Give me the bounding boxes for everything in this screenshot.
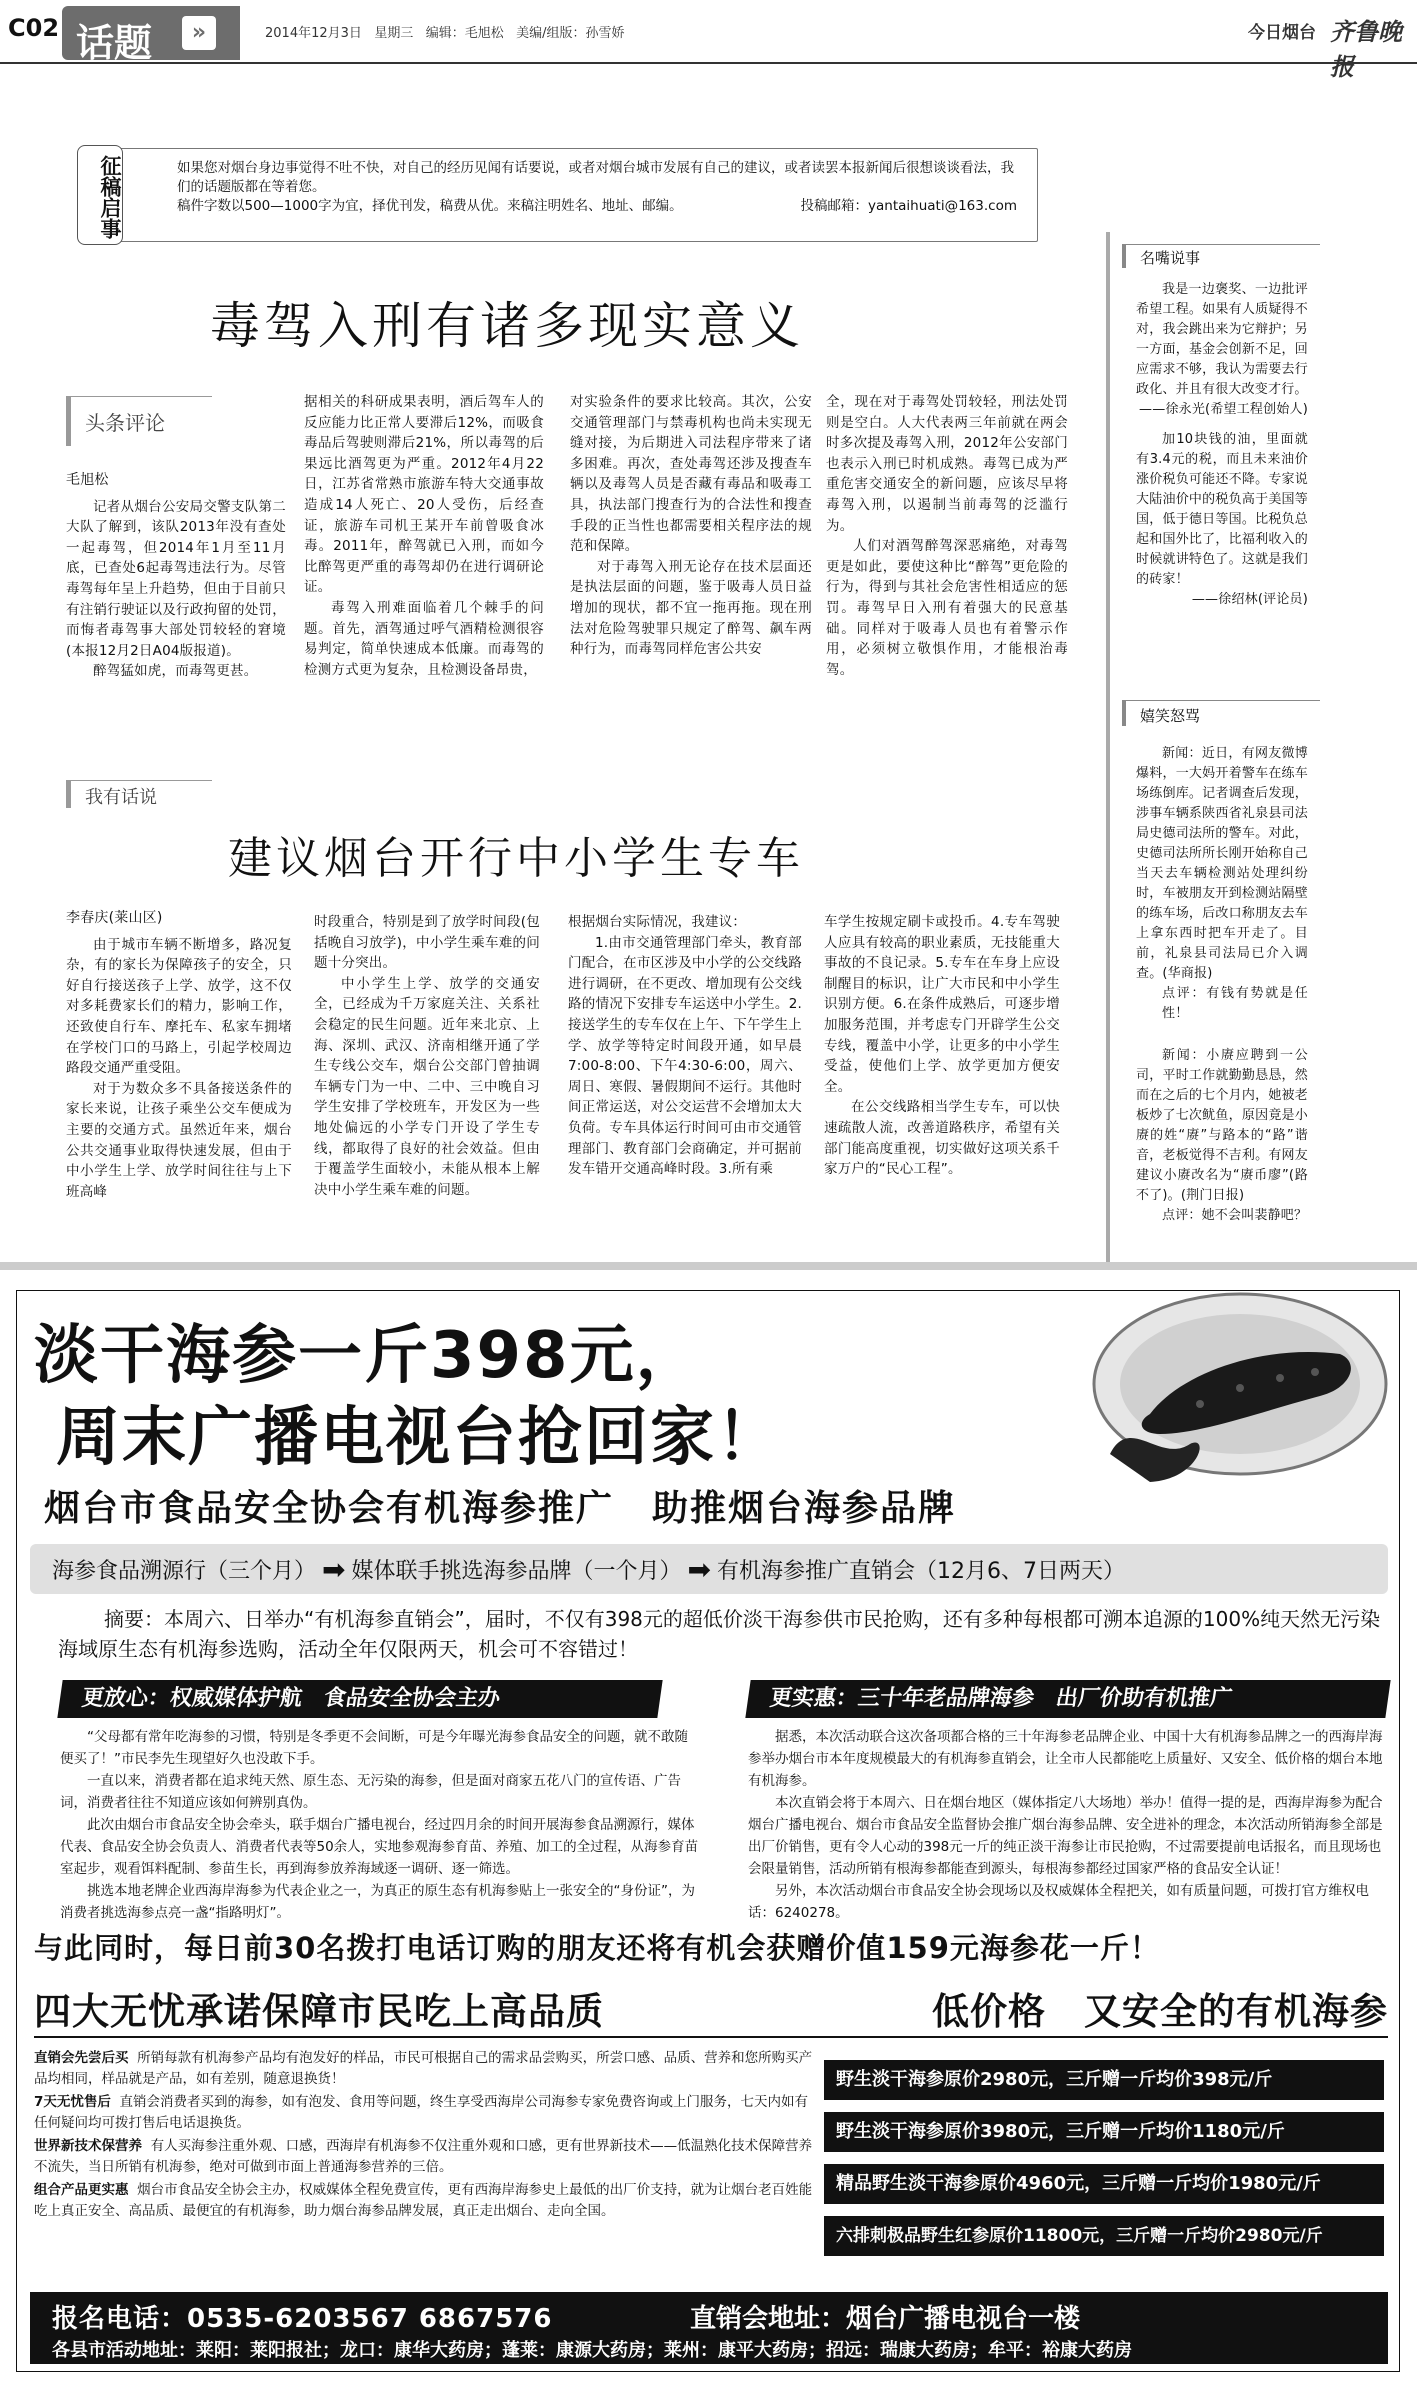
ad-right-title: 更实惠：三十年老品牌海参 出厂价助有机推广 bbox=[745, 1680, 1390, 1718]
call-text: 如果您对烟台身边事觉得不吐不快，对自己的经历见闻有话要说，或者对烟台城市发展有自己的建议，或者读罢本报新闻后很想谈谈看法，我们的话题版都在等着您。 稿件字数以500—1000字为宜，择优刊发，稿费从优。来稿注明姓名、地址、邮编。 投稿邮箱：yantaihuati@163.com bbox=[177, 160, 1017, 214]
sea-cucumber-image bbox=[1090, 1284, 1390, 1484]
page-header bbox=[0, 0, 1417, 81]
article1-title: 毒驾入刑有诸多现实意义 bbox=[210, 297, 804, 355]
ad-headline-1: 淡干海参一斤398元， bbox=[34, 1319, 702, 1393]
ad-venue: 直销会地址：烟台广播电视台一楼 bbox=[690, 2304, 1081, 2334]
article2-author: 李春庆(莱山区) bbox=[66, 910, 163, 926]
article1-col4: 全，现在对于毒驾处罚较轻，刑法处罚则是空白。人大代表两三年前就在两会时多次提及毒驾入刑，2012年公安部门也表示入刑已时机成熟。毒驾已成为严重危害交通安全的新问题，应该尽早将毒驾入刑，以遏制当前毒驾的泛滥行为。 人们对酒驾醉驾深恶痛绝，对毒驾更是如此，要使这种比“醉驾”更危险的行为，得到与其社会危害性相适应的惩罚。毒驾早日入刑有着强大的民意基础。同样对于吸毒人员也有着警示作用，必须树立敬惧作用，才能根治毒驾。 bbox=[826, 394, 1068, 678]
sea-cucumber-ad bbox=[0, 1290, 1417, 2383]
call-box bbox=[78, 148, 1038, 242]
price-row: 精品野生淡干海参原价4960元，三斤赠一斤均价1980元/斤 bbox=[824, 2164, 1384, 2204]
section-title: 话题 bbox=[76, 21, 153, 65]
article1-col1: 毛旭松 记者从烟台公安局交警支队第二大队了解到，该队2013年没有查处一起毒驾，但2014年1月至11月底，已查处6起毒驾违法行为。尽管毒驾每年呈上升趋势，但由于目前只有注销行驶证以及行政拘留的处罚，而悔者毒驾事大部处罚较轻的窘境(本报12月2日A04版报道)。 醉驾猛如虎，而毒驾更甚。 bbox=[66, 472, 286, 680]
ad-subtitle: 烟台市食品安全协会有机海参推广 助推烟台海参品牌 bbox=[44, 1488, 957, 1529]
page-number: C02 bbox=[8, 14, 60, 42]
price-row: 野生淡干海参原价3980元，三斤赠一斤均价1180元/斤 bbox=[824, 2112, 1384, 2152]
ad-summary: 摘要：本周六、日举办“有机海参直销会”，届时，不仅有398元的超低价淡干海参供市民抢购，还有多种每根都可溯本追源的100%纯天然无污染海域原生态有机海参选购，活动全年仅限两天，机会可不容错过！ bbox=[58, 1607, 1381, 1661]
promise-item: 直销会先尝后买 所销每款有机海参产品均有泡发好的样品，市民可根据自己的需求品尝购买，所尝口感、品质、营养和您所购买产品均相同，样品就是产品，如有差别，随意退换货！ bbox=[34, 2050, 813, 2087]
sidebar-box2: 新闻：近日，有网友微博爆料，一大妈开着警车在练车场练倒库。记者调查后发现，涉事车辆系陕西省礼泉县司法局史德司法所的警车。对此，史德司法所所长刚开始称自己当天去车辆检测站处理纠纷时，车被朋友开到检测站隔壁的练车场，后改口称朋友去车上拿东西时把车开走了。目前，礼泉县司法局已介入调查。(华商报) 点评：有钱有势就是任性！ 新闻：小赓应聘到一公司，平时工作就勤勤恳恳，然而在之后的七个月内，她被老板炒了七次鱿鱼，原因竟是小赓的姓“赓”与路本的“路”谐音，老板觉得不吉利。有网友建议小赓改名为“赓币廖”(路不了)。(荆门日报) 点评：她不会叫裴静吧？ bbox=[1136, 746, 1308, 1223]
article2-col3: 根据烟台实际情况，我建议： 1.由市交通管理部门牵头，教育部门配合，在市区涉及中小学的公交线路进行调研，在不更改、增加现有公交线路的情况下安排专车运送中小学生。2.接送学生的专车仅在上午、下午学生上学、放学等特定时间段开通，如早晨7:00-8:00、下午4:30-6:00，周六、周日、寒假、暑假期间不运行。其他时间正常运送，对公交运营不会增加太大负荷。专车具体运行时间可由市交通管理部门、教育部门会商确定，并可据前发车错开交通高峰时段。3.所有乘 bbox=[568, 914, 802, 1178]
brand-logo: 齐鲁晚报 bbox=[1330, 17, 1402, 81]
price-list bbox=[824, 2060, 1384, 2268]
ad-banner: 四大无忧承诺保障市民吃上高品质 低价格 又安全的有机海参 bbox=[34, 1980, 1388, 2038]
double-chevron-icon: » bbox=[182, 16, 216, 50]
ad-headline-2: 周末广播电视台抢回家！ bbox=[56, 1401, 782, 1475]
ad-promo: 与此同时，每日前30名拨打电话订购的朋友还将有机会获赠价值159元海参花一斤！ bbox=[34, 1931, 1160, 1965]
ad-phone: 报名电话：0535-6203567 6867576 bbox=[52, 2304, 553, 2334]
article1-col2: 据相关的科研成果表明，酒后驾车人的反应能力比正常人要滞后12%，而吸食毒品后驾驶则滞后21%，所以毒驾的后果远比酒驾更为严重。2012年4月22日，江苏省常熟市旅游车特大交通事故造成14人死亡、20人受伤，后经查证，旅游车司机王某开车前曾吸食冰毒。2011年，醉驾就已入刑，而如今比醉驾更严重的毒驾却仍在进行调研论证。 毒驾入刑难面临着几个棘手的问题。首先，酒驾通过呼气酒精检测很容易判定，简单快速成本低廉。而毒驾的检测方式更为复杂，且检测设备昂贵， bbox=[304, 394, 544, 678]
call-email: 投稿邮箱：yantaihuati@163.com bbox=[800, 198, 1017, 214]
ad-left-text: “父母都有常年吃海参的习惯，特别是冬季更不会间断，可是今年曝光海参食品安全的问题，就不敢随便买了！”市民李先生现望好久也没敢下手。 一直以来，消费者都在追求纯天然、原生态、无污染的海参，但是面对商家五花八门的宣传语、广告词，消费者往往不知道应该如何辨别真伪。 此次由烟台市食品安全协会牵头，联手烟台广播电视台，经过四月余的时间开展海参食品溯源行，媒体代表、食品安全协会负责人、消费者代表等50余人，实地参观海参育苗、养殖、加工的全过程，从海参育苗室起步，观看饵料配制、参苗生长，再到海参放养海域逐一调研、逐一筛选。 挑选本地老牌企业西海岸海参为代表企业之一，为真正的原生态有机海参贴上一张安全的“身份证”，为消费者挑选海参点亮一盏“指路明灯”。 bbox=[60, 1729, 699, 1921]
price-row: 六排刺极品野生红参原价11800元，三斤赠一斤均价2980元/斤 bbox=[824, 2216, 1384, 2256]
ad-promises bbox=[34, 2048, 814, 2222]
article2-col4: 车学生按规定刷卡或投币。4.专车驾驶人应具有较高的职业素质，无技能重大事故的不良记录。5.专车在车身上应设制醒目的标识，让广大市民和中小学生识别方便。6.在条件成熟后，可逐步增加服务范围，并考虑专门开辟学生公交专线，覆盖中小学，让更多的中小学生受益，使他们上学、放学更加方便安全。 在公交线路相当学生专车，可以快速疏散人流，改善道路秩序，希望有关部门能高度重视，切实做好这项关系千家万户的“民心工程”。 bbox=[824, 914, 1060, 1178]
arrow-right-icon: ➡ bbox=[687, 1552, 711, 1586]
section-right: 今日烟台 bbox=[1248, 23, 1316, 43]
promise-item: 7天无忧售后 直销会消费者买到的海参，如有泡发、食用等问题，终生享受西海岸公司海参专家免费咨询或上门服务，七天内如有任何疑问均可拨打售后电话退换货。 bbox=[34, 2094, 808, 2131]
sidebar-divider bbox=[1106, 232, 1110, 1264]
article2-col1: 李春庆(莱山区) 由于城市车辆不断增多，路况复杂，有的家长为保障孩子的安全，只好自行接送孩子上学、放学，这不仅对多耗费家长们的精力，影响工作，还致使自行车、摩托车、私家车拥堵在学校门口的马路上，引起学校周边路段交通严重受阻。 对于为数众多不具备接送条件的家长来说，让孩子乘坐公交车便成为主要的交通方式。虽然近年来，烟台公共交通事业取得快速发展，但由于中小学生上学、放学时间往往与上下班高峰 bbox=[66, 910, 292, 1200]
article1-col3: 对实验条件的要求比较高。其次，公安交通管理部门与禁毒机构也尚未实现无缝对接，为后期进入司法程序带来了诸多困难。再次，查处毒驾还涉及搜查车辆以及毒驾人员是否藏有毒品和吸毒工具，执法部门搜查行为的合法性和搜查手段的正当性也都需要相关程序法的规范和保障。 对于毒驾入刑无论存在技术层面还是执法层面的问题，鉴于吸毒人员日益增加的现状，都不宜一拖再拖。现在刑法对危险驾驶罪只规定了醉驾、飙车两种行为，而毒驾同样危害公共安 bbox=[570, 394, 812, 658]
sidebar-box1: 我是一边褒奖、一边批评希望工程。如果有人质疑得不对，我会跳出来为它辩护；另一方面，基金会创新不足，回应需求不够，我认为需要去行政化、并且有很大改变才行。 ——徐永光(希望工程创始人) 加10块钱的油，里面就有3.4元的税，而且未来油价涨价税负可能还不降。专家说大陆油价中的税负高于美国等国，低于德日等国。比税负总起和国外比了，比福利收入的时候就讲特色了。这就是我们的砖家！ ——徐绍林(评论员) bbox=[1136, 282, 1308, 607]
ad-footer bbox=[30, 2292, 1388, 2364]
header-meta: 2014年12月3日 星期三 编辑：毛旭松 美编/组版：孙雪娇 bbox=[265, 26, 625, 41]
article2-title: 建议烟台开行中小学生专车 bbox=[228, 833, 804, 884]
call-tag: 征稿启事 bbox=[77, 145, 123, 245]
promise-item: 世界新技术保营养 有人买海参注重外观、口感，西海岸有机海参不仅注重外观和口感，更有世界新技术——低温熟化技术保障营养不流失，当日所销有机海参，绝对可做到市面上普通海参营养的三倍。 bbox=[34, 2138, 813, 2175]
section-tab bbox=[62, 6, 240, 65]
ad-left-title: 更放心：权威媒体护航 食品安全协会主办 bbox=[57, 1680, 662, 1718]
article1-kicker: 头条评论 bbox=[66, 396, 212, 446]
arrow-right-icon: ➡ bbox=[322, 1552, 346, 1586]
article2-col2: 时段重合，特别是到了放学时间段(包括晚自习放学)，中小学生乘车难的问题十分突出。 中小学生上学、放学的交通安全，已经成为千万家庭关注、关系社会稳定的民生问题。近年来北京、上海、深圳、武汉、济南相继开通了学生专线公交车，烟台公交部门曾抽调车辆专门为一中、二中、三中晚自习学生安排了学校班车，开发区为一些地处偏远的小学专门开设了学生专线，都取得了良好的社会效益。但由于覆盖学生面较小，未能从根本上解决中小学生乘车难的问题。 bbox=[314, 914, 540, 1198]
price-row: 野生淡干海参原价2980元，三斤赠一斤均价398元/斤 bbox=[824, 2060, 1384, 2100]
ad-branches: 各县市活动地址：莱阳：莱阳报社；龙口：康华大药房；蓬莱：康源大药房；莱州：康平大药房；招远：瑞康大药房；牟平：裕康大药房 bbox=[52, 2340, 1132, 2361]
promise-item: 组合产品更实惠 烟台市食品安全协会主办，权威媒体全程免费宣传，更有西海岸海参史上最低的出厂价支持，就为让烟台老百姓能吃上真正安全、高品质、最便宜的有机海参，助力烟台海参品牌发展，真正走出烟台、走向全国。 bbox=[34, 2182, 813, 2219]
sidebar-box1-title: 名嘴说事 bbox=[1122, 244, 1320, 268]
sidebar-box2-title: 嬉笑怒骂 bbox=[1122, 700, 1320, 726]
ad-flow: 海参食品溯源行（三个月） ➡ 媒体联手挑选海参品牌（一个月） ➡ 有机海参推广直销会（12月6、7日两天） bbox=[30, 1544, 1388, 1594]
ad-right-text: 据悉，本次活动联合这次备项都合格的三十年海参老品牌企业、中国十大有机海参品牌之一的西海岸海参举办烟台市本年度规模最大的有机海参直销会，让全市人民都能吃上质量好、又安全、低价格的烟台本地有机海参。 本次直销会将于本周六、日在烟台地区（媒体指定八大场地）举办！值得一提的是，西海岸海参为配合烟台广播电视台、烟台市食品安全监督协会推广烟台海参品牌、安全进补的理念，本次活动所销海参全部是出厂价销售，更有令人心动的398元一斤的纯正淡干海参让市民抢购，不过需要提前电话报名，而且现场也会限量销售，活动所销有根海参都能查到源头，每根海参都经过国家严格的食品安全认证！ 另外，本次活动烟台市食品安全协会现场以及权威媒体全程把关，如有质量问题，可拨打官方维权电话：6240278。 bbox=[748, 1729, 1383, 1921]
article2-kicker: 我有话说 bbox=[66, 780, 212, 808]
article1-author: 毛旭松 bbox=[66, 472, 109, 488]
ad-divider bbox=[0, 1262, 1417, 1270]
